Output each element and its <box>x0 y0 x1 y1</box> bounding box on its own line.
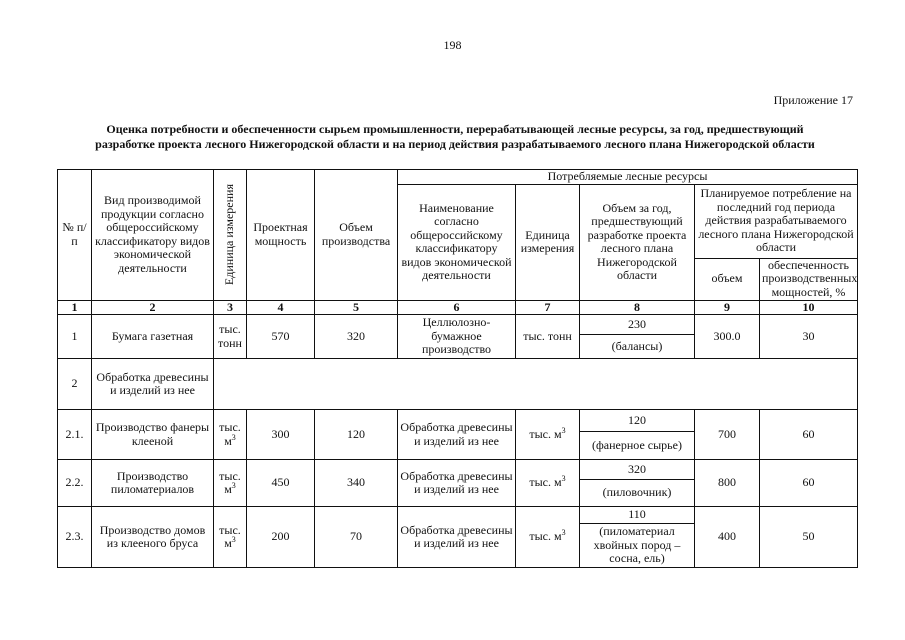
row-capacity: 200 <box>247 507 315 568</box>
superscript: 3 <box>231 481 236 490</box>
table-row <box>58 460 858 480</box>
row-product: Обработка древесины и изделий из нее <box>92 359 214 410</box>
header-consumed: Потребляемые лесные ресурсы <box>398 170 858 185</box>
header-prev-year: Объем за год, предшествующий разработке проекта лесного плана Нижегородской области <box>580 184 695 300</box>
header-resource-unit: Единица измерения <box>516 184 580 300</box>
row-prev-note: (фанерное сырье) <box>580 432 695 460</box>
superscript: 3 <box>561 425 566 435</box>
superscript: 3 <box>561 474 566 484</box>
row-resource-unit-text: тыс. м <box>529 475 562 490</box>
row-resource-unit: тыс. тонн <box>516 315 580 359</box>
row-resource-unit-text: тыс. м <box>529 426 562 441</box>
row-prev-value: 120 <box>580 410 695 432</box>
row-num: 2 <box>58 359 92 410</box>
row-planned: 400 <box>695 507 760 568</box>
row-product: Производство фанеры клееной <box>92 410 214 460</box>
superscript: 3 <box>231 432 236 442</box>
title-line-1: Оценка потребности и обеспеченности сырьем промышленности, перерабатывающей лесные ресурсы, за год, предшествующий <box>106 122 804 136</box>
row-num: 1 <box>58 315 92 359</box>
col-number: 9 <box>695 300 760 315</box>
row-provision: 50 <box>760 507 858 568</box>
table-row <box>58 507 858 524</box>
appendix-label: Приложение 17 <box>773 93 853 107</box>
superscript: 3 <box>561 528 566 538</box>
title-line-2: разработке проекта лесного Нижегородской области и на период действия разрабатываемого лесного плана Нижегородской области <box>95 137 815 151</box>
row-provision: 30 <box>760 315 858 359</box>
col-number: 5 <box>315 300 398 315</box>
row-capacity: 300 <box>247 410 315 460</box>
table-row <box>58 410 858 432</box>
row-volume: 120 <box>315 410 398 460</box>
row-resource: Целлюлозно-бумажное производство <box>398 315 516 359</box>
row-unit-text: тыс. м <box>219 468 241 496</box>
row-capacity: 450 <box>247 460 315 507</box>
page-number: 198 <box>443 38 462 52</box>
col-number: 2 <box>92 300 214 315</box>
row-resource: Обработка древесины и изделий из нее <box>398 460 516 507</box>
col-number: 6 <box>398 300 516 315</box>
row-num: 2.2. <box>58 460 92 507</box>
row-empty <box>214 359 858 410</box>
header-unit <box>214 170 247 301</box>
row-num: 2.1. <box>58 410 92 460</box>
row-product: Производство пиломатериалов <box>92 460 214 507</box>
row-resource-unit <box>516 460 580 507</box>
row-unit: тыс. тонн <box>214 315 247 359</box>
col-number: 10 <box>760 300 858 315</box>
header-capacity: Проектная мощность <box>247 170 315 301</box>
row-prev-note: (пиломатериал хвойных пород – сосна, ель) <box>580 524 695 568</box>
header-unit-text: Единица измерения <box>222 184 237 286</box>
row-volume: 70 <box>315 507 398 568</box>
col-number: 3 <box>214 300 247 315</box>
header-resource-name: Наименование согласно общероссийскому классификатору видов экономической деятельности <box>398 184 516 300</box>
row-unit <box>214 460 247 507</box>
row-resource-unit <box>516 507 580 568</box>
row-prev-note: (балансы) <box>580 335 695 359</box>
row-resource-unit <box>516 410 580 460</box>
row-capacity: 570 <box>247 315 315 359</box>
row-prev-value: 110 <box>580 507 695 524</box>
row-resource: Обработка древесины и изделий из нее <box>398 410 516 460</box>
row-planned: 700 <box>695 410 760 460</box>
header-volume: Объем производства <box>315 170 398 301</box>
col-number: 7 <box>516 300 580 315</box>
col-number: 8 <box>580 300 695 315</box>
row-prev-note: (пиловочник) <box>580 480 695 507</box>
row-unit-text: тыс. м <box>219 420 241 448</box>
row-num: 2.3. <box>58 507 92 568</box>
row-resource: Обработка древесины и изделий из нее <box>398 507 516 568</box>
col-number: 1 <box>58 300 92 315</box>
header-product-type: Вид производимой продукции согласно общероссийскому классификатору видов экономической деятельности <box>92 170 214 301</box>
table-row <box>58 359 858 410</box>
row-product: Бумага газетная <box>92 315 214 359</box>
col-number: 4 <box>247 300 315 315</box>
row-product: Производство домов из клееного бруса <box>92 507 214 568</box>
row-unit <box>214 410 247 460</box>
header-planned: Планируемое потребление на последний год периода действия разрабатываемого лесного плана Нижегородской области <box>695 184 858 258</box>
resources-table <box>57 169 858 568</box>
header-planned-volume: объем <box>695 258 760 300</box>
row-provision: 60 <box>760 410 858 460</box>
row-planned: 800 <box>695 460 760 507</box>
document-title <box>60 122 850 152</box>
row-unit <box>214 507 247 568</box>
row-prev-value: 320 <box>580 460 695 480</box>
row-planned: 300.0 <box>695 315 760 359</box>
table-row <box>58 315 858 335</box>
row-volume: 320 <box>315 315 398 359</box>
row-unit-text: тыс. м <box>219 522 241 550</box>
row-resource-unit-text: тыс. м <box>529 529 562 544</box>
row-prev-value: 230 <box>580 315 695 335</box>
header-num: № п/п <box>58 170 92 301</box>
superscript: 3 <box>231 535 236 544</box>
row-volume: 340 <box>315 460 398 507</box>
row-provision: 60 <box>760 460 858 507</box>
header-provision: обеспеченность производственных мощностей, % <box>760 258 858 300</box>
